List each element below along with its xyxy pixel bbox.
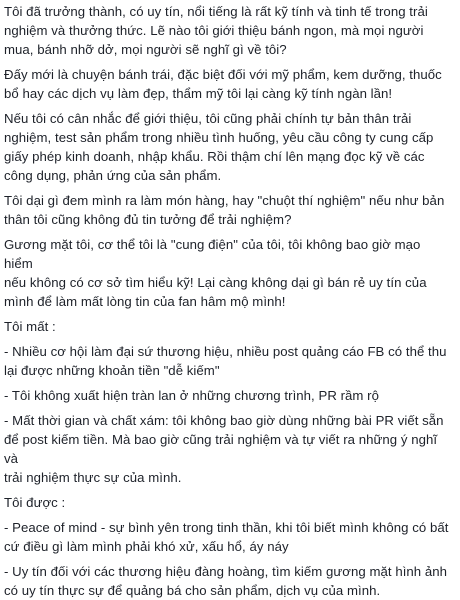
loss-item-2: - Tôi không xuất hiện tràn lan ở những chương trình, PR rầm rộ [4,388,380,403]
post-paragraph-5: Gương mặt tôi, cơ thể tôi là "cung điện" của tôi, tôi không bao giờ mạo hiểm nếu không có cơ sở tìm hiểu kỹ! Lại càng không dại gì bán rẻ uy tín của mình để làm mất lòng tin của fan hâm mộ mình! [4,237,427,309]
post-paragraph-4: Tôi dại gì đem mình ra làm món hàng, hay "chuột thí nghiệm" nếu như bản thân tôi cũng không đủ tin tưởng để trải nghiệm? [4,193,445,227]
gain-item-2: - Uy tín đối với các thương hiệu đàng hoàng, tìm kiếm gương mặt hình ảnh có uy tín thực sự để quảng bá cho sản phẩm, dịch vụ của mình. [4,564,448,598]
post-paragraph-3: Nếu tôi có cân nhắc để giới thiệu, tôi cũng phải chính tự bản thân trải nghiệm, test sản phẩm trong nhiều tình huống, yêu cầu công ty cung cấp giấy phép kinh doanh, nhập khẩu. Rồi thậm chí lên mạng đọc kỹ về các công dụng, phản ứng của sản phẩm. [4,111,434,183]
gain-item-1: - Peace of mind - sự bình yên trong tinh thần, khi tôi biết mình không có bất cứ điều gì làm mình phải khó xử, xấu hổ, áy náy [4,520,449,554]
post-paragraph-1: Tôi đã trưởng thành, có uy tín, nổi tiếng là rất kỹ tính và tinh tế trong trải nghiệm và thưởng thức. Lẽ nào tôi giới thiệu bánh ngon, mà mọi người mua, bánh nhỡ dở, mọi người sẽ nghĩ gì về tôi? [4,4,428,57]
post-paragraph-2: Đấy mới là chuyện bánh trái, đặc biệt đối với mỹ phẩm, kem dưỡng, thuốc bổ hay các dịch vụ làm đẹp, thẩm mỹ tôi lại càng kỹ tính ngàn lần! [4,67,442,101]
loss-item-1: - Nhiều cơ hội làm đại sứ thương hiệu, nhiều post quảng cáo FB có thể thu lại được những khoản tiền "dễ kiếm" [4,344,447,378]
loss-item-3: - Mất thời gian và chất xám: tôi không bao giờ dùng những bài PR viết sẵn để post kiếm tiền. Mà bao giờ cũng trải nghiệm và tự viết ra những ý nghĩ và trải nghiệm thực sự của mình. [4,413,444,485]
losses-heading: Tôi mất : [4,319,56,334]
gains-heading: Tôi được : [4,495,66,510]
